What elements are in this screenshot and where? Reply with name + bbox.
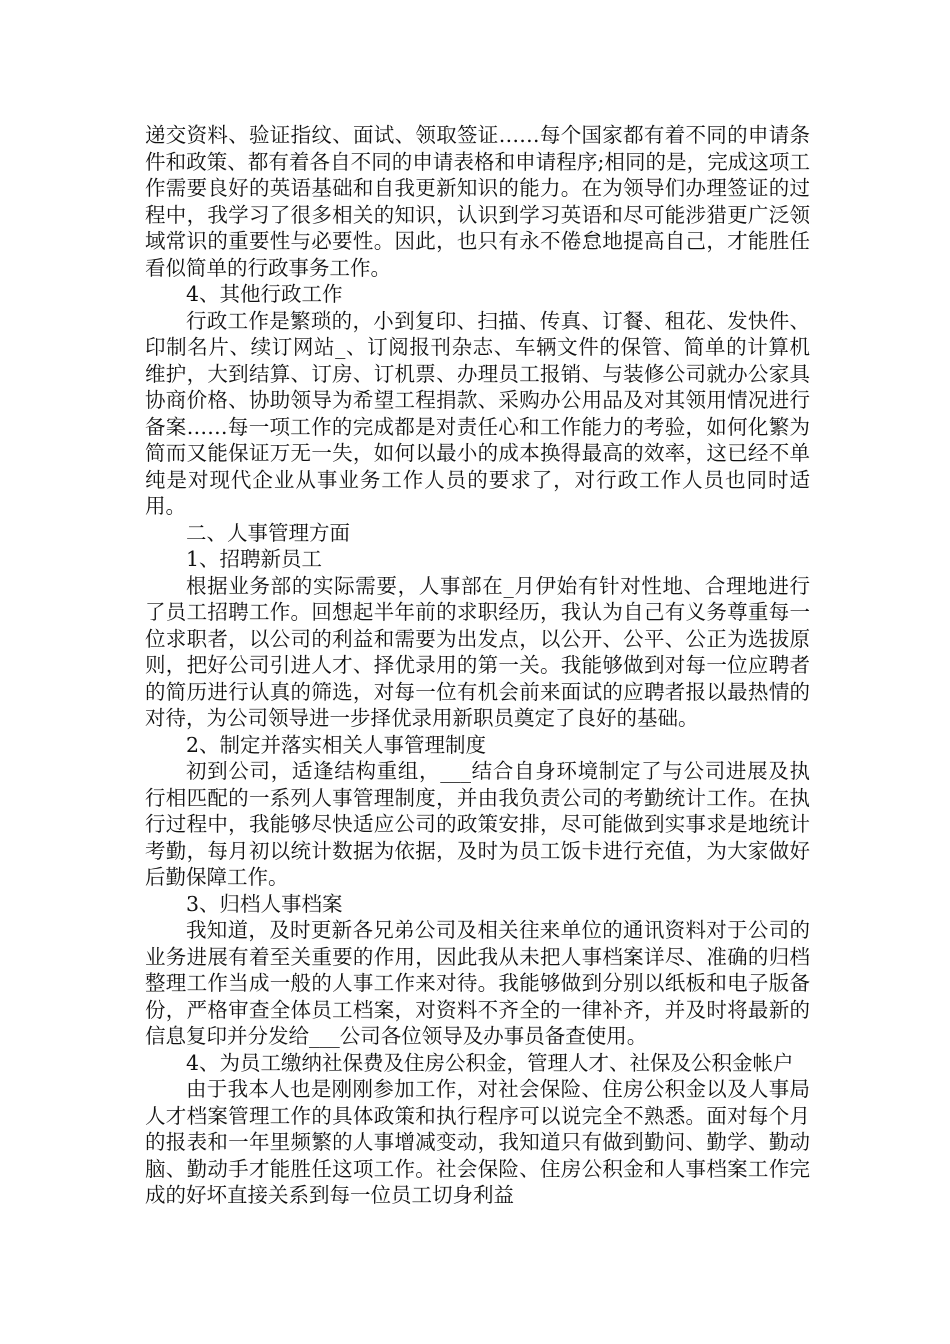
heading-recruitment: 1、招聘新员工 xyxy=(186,547,323,571)
heading-other-admin-work: 4、其他行政工作 xyxy=(186,282,343,306)
paragraph-recruitment: 根据业务部的实际需要，人事部在_月伊始有针对性地、合理地进行了员工招聘工作。回想起半年前的求职经历，我认为自己有义务尊重每一位求职者，以公司的利益和需要为出发点，以公开、公平、公正为选拔原则，把好公司引进人才、择优录用的第一关。我能够做到对每一位应聘者的简历进行认真的筛选，对每一位有机会前来面试的应聘者报以最热情的对待，为公司领导进一步择优录用新职员奠定了良好的基础。 xyxy=(145,573,810,730)
heading-personnel-rules: 2、制定并落实相关人事管理制度 xyxy=(186,732,487,757)
paragraph-admin-work: 行政工作是繁琐的，小到复印、扫描、传真、订餐、租花、发快件、印制名片、续订网站_、订阅报刊杂志、车辆文件的保管、简单的计算机维护，大到结算、订房、订机票、办理员工报销、与装修公司就办公家具协商价格、协助领导为希望工程捐款、采购办公用品及对其领用情况进行备案……每一项工作的完成都是对责任心和工作能力的考验，如何化繁为简而又能保证万无一失，如何以最小的成本换得最高的效率，这已经不单纯是对现代企业从事业务工作人员的要求了，对行政工作人员也同时适用。 xyxy=(145,308,810,518)
paragraph-personnel-files: 我知道，及时更新各兄弟公司及相关往来单位的通讯资料对于公司的业务进展有着至关重要的作用，因此我从未把人事档案详尽、准确的归档整理工作当成一般的人事工作来对待。我能够做到分别以纸板和电子版备份，严格审查全体员工档案，对资料不齐全的一律补齐，并及时将最新的信息复印并分发给___公司各位领导及办事员备查使用。 xyxy=(145,918,810,1048)
paragraph-personnel-rules: 初到公司，适逢结构重组，___结合自身环境制定了与公司进展及执行相匹配的一系列人事管理制度，并由我负责公司的考勤统计工作。在执行过程中，我能够尽快适应公司的政策安排，尽可能做到实事求是地统计考勤，每月初以统计数据为依据，及时为员工饭卡进行充值，为大家做好后勤保障工作。 xyxy=(145,759,810,889)
paragraph-visa-work: 递交资料、验证指纹、面试、领取签证……每个国家都有着不同的申请条件和政策、都有着各自不同的申请表格和申请程序;相同的是，完成这项工作需要良好的英语基础和自我更新知识的能力。在为领导们办理签证的过程中，我学习了很多相关的知识，认识到学习英语和尽可能涉猎更广泛领域常识的重要性与必要性。因此，也只有永不倦怠地提高自己，才能胜任看似简单的行政事务工作。 xyxy=(145,123,810,280)
heading-personnel-management: 二、人事管理方面 xyxy=(186,520,350,545)
heading-social-security: 4、为员工缴纳社保费及住房公积金，管理人才、社保及公积金帐户 xyxy=(186,1050,794,1075)
paragraph-social-security: 由于我本人也是刚刚参加工作，对社会保险、住房公积金以及人事局人才档案管理工作的具体政策和执行程序可以说完全不熟悉。面对每个月的报表和一年里频繁的人事增减变动，我知道只有做到勤问、勤学、勤动脑、勤动手才能胜任这项工作。社会保险、住房公积金和人事档案工作完成的好坏直接关系到每一位员工切身利益 xyxy=(145,1077,810,1207)
heading-personnel-files: 3、归档人事档案 xyxy=(186,891,343,916)
document-page xyxy=(145,122,810,1209)
